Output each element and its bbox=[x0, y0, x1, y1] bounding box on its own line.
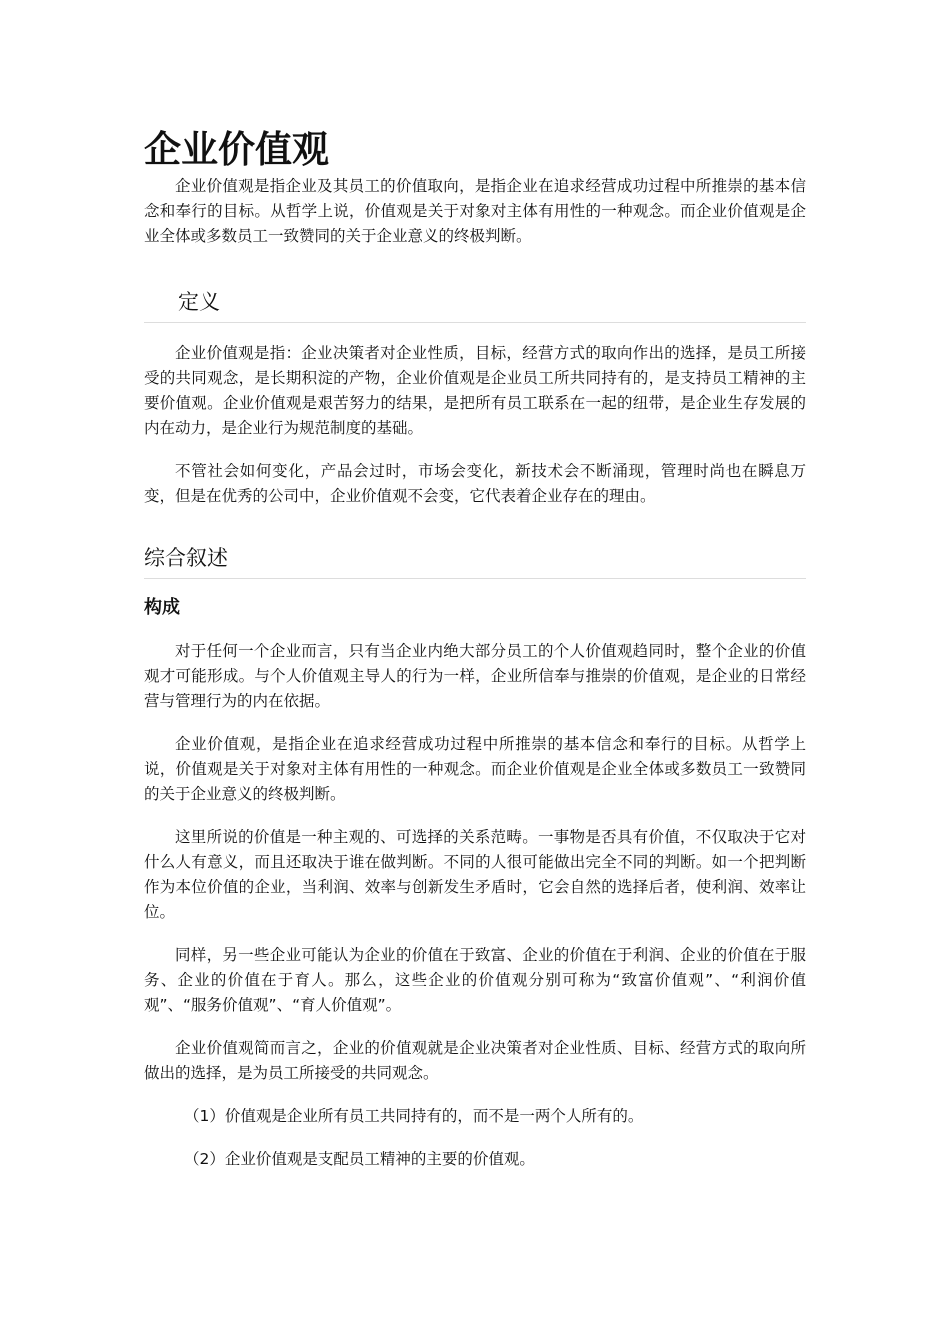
list-item: （1）价值观是企业所有员工共同持有的，而不是一两个人所有的。 bbox=[184, 1107, 644, 1125]
page-title: 企业价值观 bbox=[144, 128, 329, 171]
summary-paragraph-2: 企业价值观，是指企业在追求经营成功过程中所推崇的基本信念和奉行的目标。从哲学上说，价值观是关于对象对主体有用性的一种观念。而企业价值观是企业全体或多数员工一致赞同的关于企业意义的终极判断。 bbox=[144, 735, 806, 803]
list-item: （2）企业价值观是支配员工精神的主要的价值观。 bbox=[184, 1150, 535, 1168]
summary-paragraph-4: 同样，另一些企业可能认为企业的价值在于致富、企业的价值在于利润、企业的价值在于服务、企业的价值在于育人。那么，这些企业的价值观分别可称为“致富价值观”、“利润价值观”、“服务价值观”、“育人价值观”。 bbox=[144, 946, 806, 1014]
summary-paragraph-1: 对于任何一个企业而言，只有当企业内绝大部分员工的个人价值观趋同时，整个企业的价值观才可能形成。与个人价值观主导人的行为一样，企业所信奉与推崇的价值观，是企业的日常经营与管理行为的内在依据。 bbox=[144, 642, 806, 710]
summary-paragraph-3: 这里所说的价值是一种主观的、可选择的关系范畴。一事物是否具有价值，不仅取决于它对什么人有意义，而且还取决于谁在做判断。不同的人很可能做出完全不同的判断。如一个把判断作为本位价值的企业，当利润、效率与创新发生矛盾时，它会自然的选择后者，使利润、效率让位。 bbox=[144, 828, 806, 921]
definition-heading: 定义 bbox=[144, 287, 806, 323]
summary-heading: 综合叙述 bbox=[144, 543, 806, 579]
document-page bbox=[144, 126, 806, 1172]
intro-paragraph: 企业价值观是指企业及其员工的价值取向，是指企业在追求经营成功过程中所推崇的基本信念和奉行的目标。从哲学上说，价值观是关于对象对主体有用性的一种观念。而企业价值观是企业全体或多数员工一致赞同的关于企业意义的终极判断。 bbox=[144, 177, 806, 245]
definition-paragraph-2: 不管社会如何变化，产品会过时，市场会变化，新技术会不断涌现，管理时尚也在瞬息万变，但是在优秀的公司中，企业价值观不会变，它代表着企业存在的理由。 bbox=[144, 462, 806, 505]
definition-paragraph-1: 企业价值观是指：企业决策者对企业性质，目标，经营方式的取向作出的选择，是员工所接受的共同观念，是长期积淀的产物，企业价值观是企业员工所共同持有的，是支持员工精神的主要价值观。企业价值观是艰苦努力的结果，是把所有员工联系在一起的纽带，是企业生存发展的内在动力，是企业行为规范制度的基础。 bbox=[144, 344, 806, 437]
composition-subheading: 构成 bbox=[144, 597, 180, 618]
summary-paragraph-5: 企业价值观简而言之，企业的价值观就是企业决策者对企业性质、目标、经营方式的取向所做出的选择，是为员工所接受的共同观念。 bbox=[144, 1039, 806, 1082]
